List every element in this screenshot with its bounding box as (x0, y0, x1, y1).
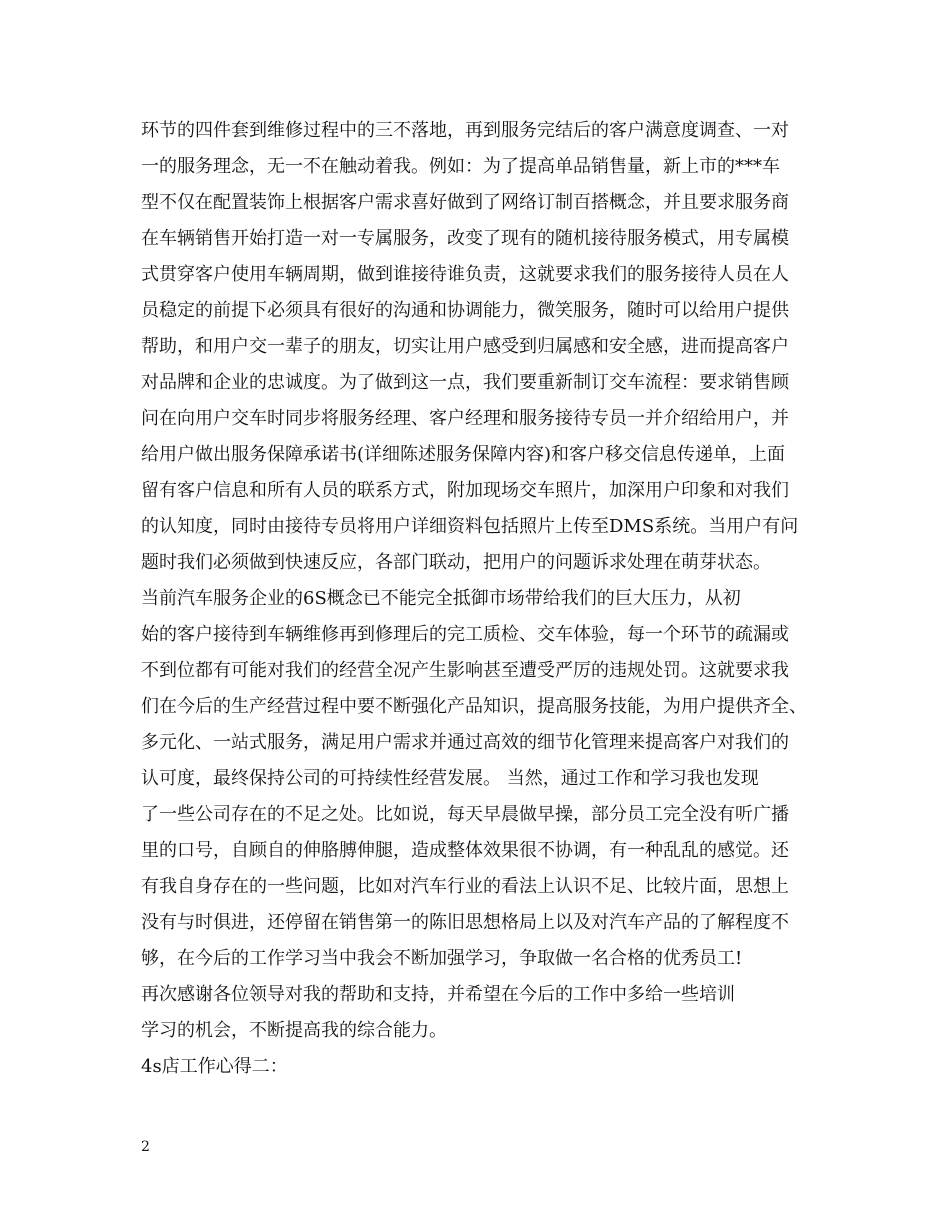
text-line: 认可度，最终保持公司的可持续性经营发展。 当然，通过工作和学习我也发现 (141, 768, 759, 789)
text-line: 没有与时俱进，还停留在销售第一的陈旧思想格局上以及对汽车产品的了解程度不 (141, 912, 789, 933)
text-line: 4s店工作心得二： (141, 1056, 288, 1077)
text-line: 题时我们必须做到快速反应，各部门联动，把用户的问题诉求处理在萌芽状态。 (141, 552, 771, 573)
text-line: 有我自身存在的一些问题，比如对汽车行业的看法上认识不足、比较片面，思想上 (141, 876, 789, 897)
text-line: 当前汽车服务企业的6S概念已不能完全抵御市场带给我们的巨大压力，从初 (141, 588, 741, 609)
page-number: 2 (141, 1139, 150, 1155)
text-line: 多元化、一站式服务，满足用户需求并通过高效的细节化管理来提高客户对我们的 (141, 732, 789, 753)
text-line: 环节的四件套到维修过程中的三不落地，再到服务完结后的客户满意度调查、一对 (141, 120, 789, 141)
text-line: 型不仅在配置装饰上根据客户需求喜好做到了网络订制百搭概念，并且要求服务商 (141, 192, 789, 213)
text-line: 再次感谢各位领导对我的帮助和支持，并希望在今后的工作中多给一些培训 (141, 984, 735, 1005)
text-line: 在车辆销售开始打造一对一专属服务，改变了现有的随机接待服务模式，用专属模 (141, 228, 789, 249)
text-line: 问在向用户交车时同步将服务经理、客户经理和服务接待专员一并介绍给用户，并 (141, 408, 789, 429)
text-line: 式贯穿客户使用车辆周期，做到谁接待谁负责，这就要求我们的服务接待人员在人 (141, 264, 789, 285)
text-line: 够，在今后的工作学习当中我会不断加强学习，争取做一名合格的优秀员工! (141, 948, 743, 969)
text-line: 了一些公司存在的不足之处。比如说，每天早晨做早操，部分员工完全没有听广播 (141, 804, 789, 825)
text-line: 不到位都有可能对我们的经营全况产生影响甚至遭受严厉的违规处罚。这就要求我 (141, 660, 789, 681)
text-line: 帮助，和用户交一辈子的朋友，切实让用户感受到归属感和安全感，进而提高客户 (141, 336, 789, 357)
text-line: 留有客户信息和所有人员的联系方式，附加现场交车照片，加深用户印象和对我们 (141, 480, 789, 501)
text-line: 对品牌和企业的忠诚度。为了做到这一点，我们要重新制订交车流程：要求销售顾 (141, 372, 789, 393)
text-line: 员稳定的前提下必须具有很好的沟通和协调能力，微笑服务，随时可以给用户提供 (141, 300, 789, 321)
text-line: 的认知度，同时由接待专员将用户详细资料包括照片上传至DMS系统。当用户有问 (141, 516, 799, 537)
body-text (141, 113, 831, 1085)
text-line: 给用户做出服务保障承诺书(详细陈述服务保障内容)和客户移交信息传递单，上面 (141, 444, 786, 465)
text-line: 一的服务理念，无一不在触动着我。例如：为了提高单品销售量，新上市的***车 (141, 156, 780, 177)
text-line: 们在今后的生产经营过程中要不断强化产品知识，提高服务技能，为用户提供齐全、 (141, 696, 807, 717)
text-line: 始的客户接待到车辆维修再到修理后的完工质检、交车体验，每一个环节的疏漏或 (141, 624, 789, 645)
text-line: 学习的机会，不断提高我的综合能力。 (141, 1020, 447, 1041)
text-line: 里的口号，自顾自的伸胳膊伸腿，造成整体效果很不协调，有一种乱乱的感觉。还 (141, 840, 789, 861)
